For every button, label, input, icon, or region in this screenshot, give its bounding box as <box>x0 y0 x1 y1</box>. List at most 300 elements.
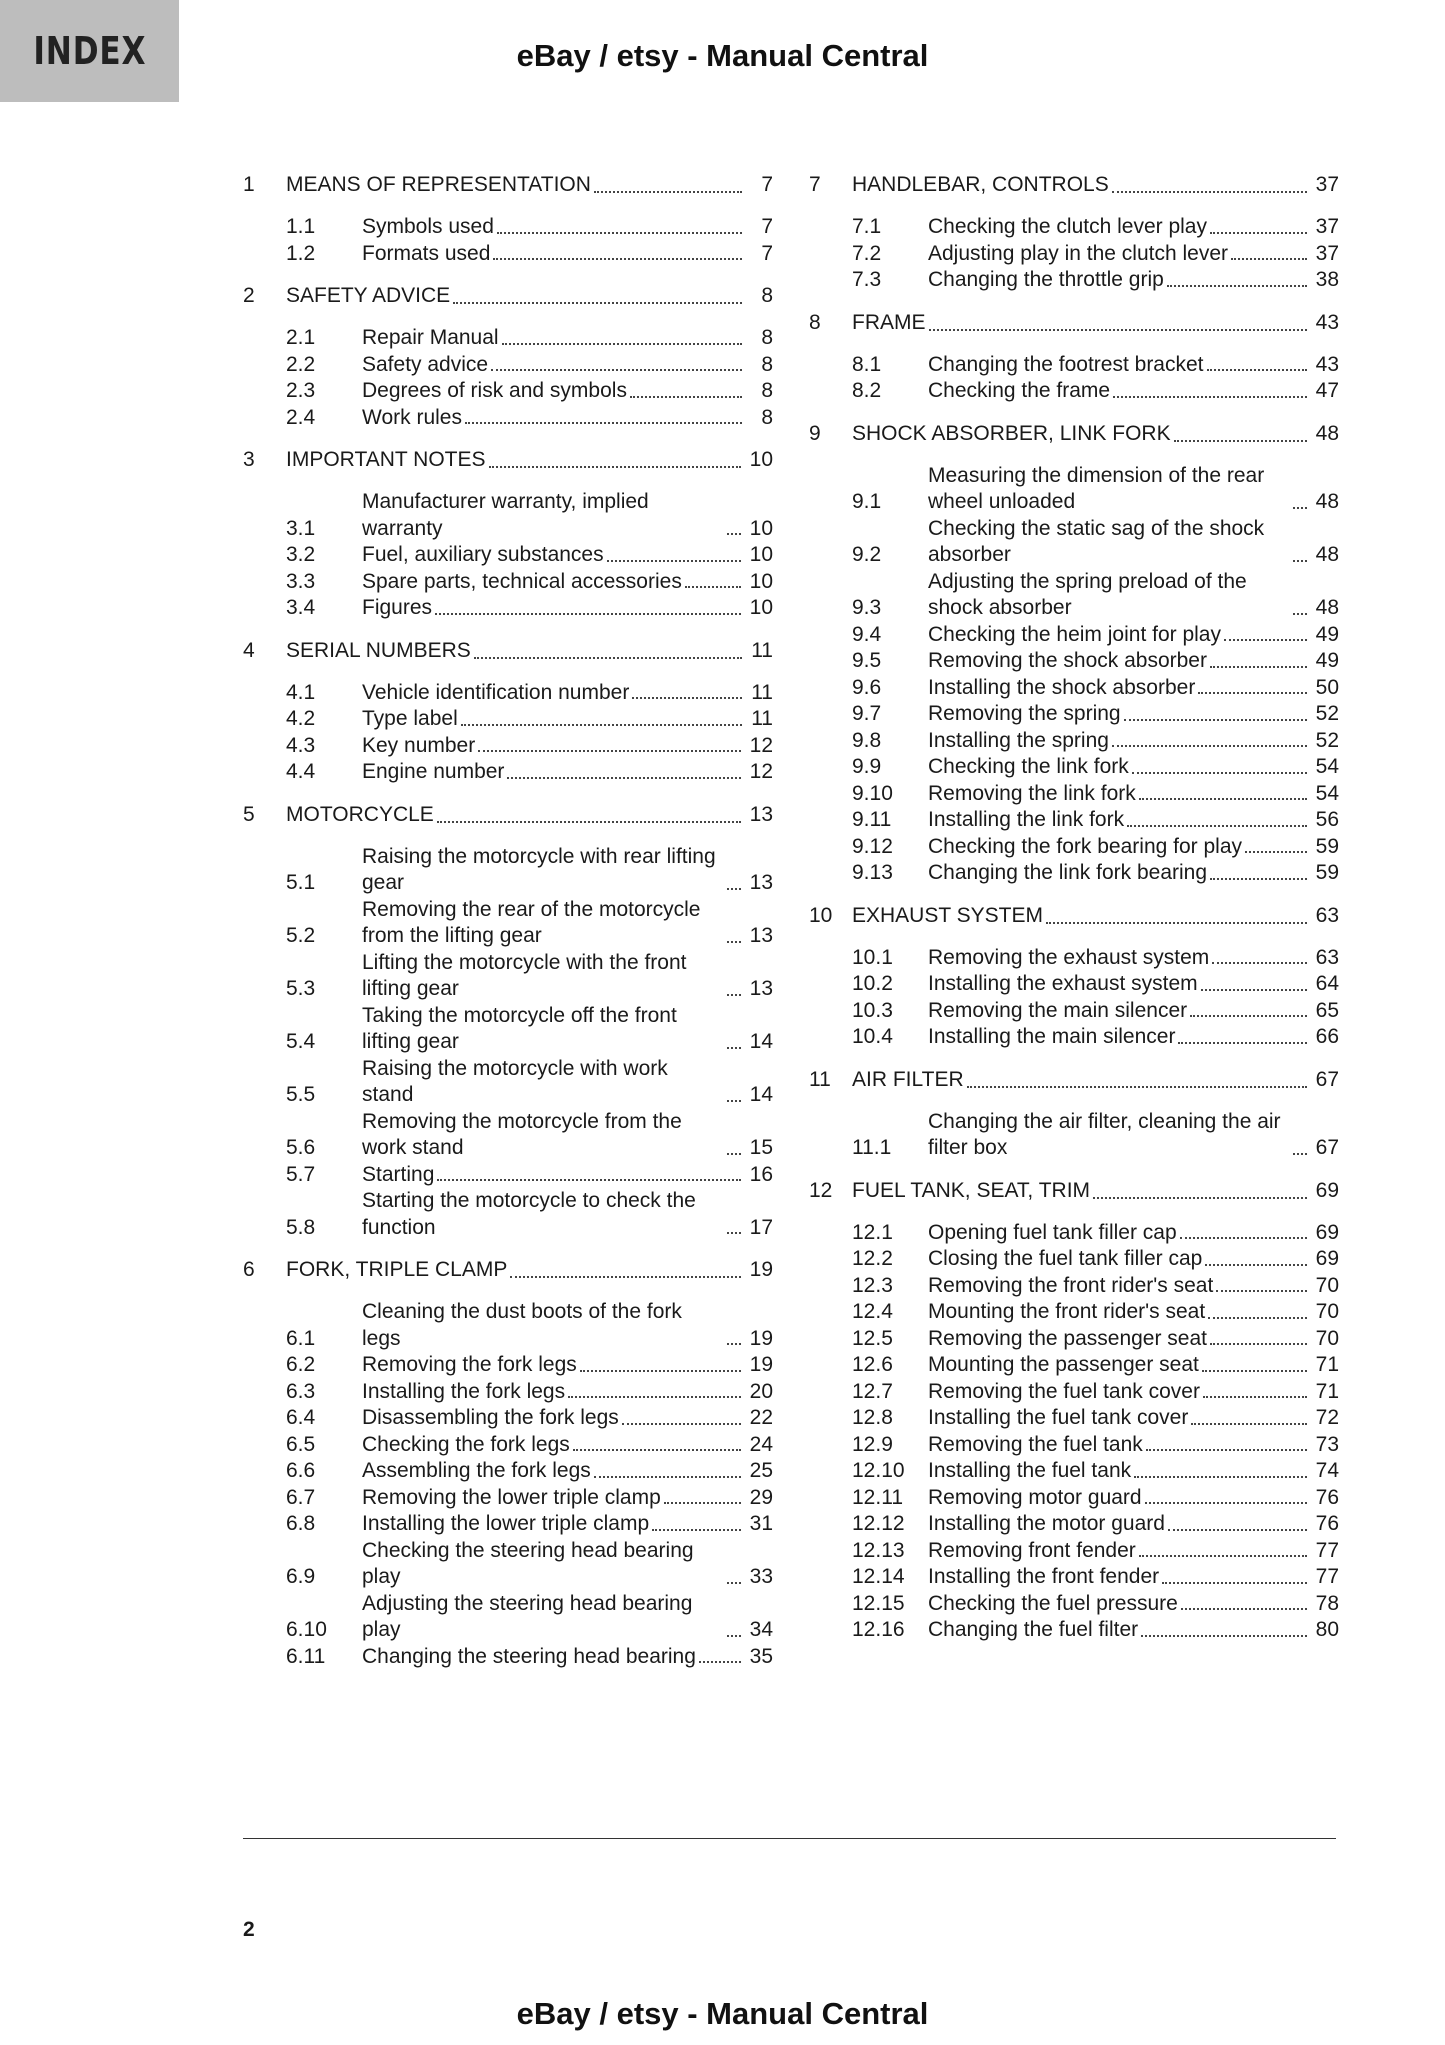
subsection-page: 24 <box>749 1432 773 1456</box>
subsection-number: 9.1 <box>852 490 882 513</box>
dot-leader <box>1146 1449 1307 1451</box>
subsection-page: 80 <box>1315 1618 1339 1641</box>
dot-leader <box>1168 1529 1307 1531</box>
subsection-entry[interactable] <box>852 516 1339 569</box>
subsection-title: Starting the motorcycle to check the function <box>362 1189 696 1239</box>
dot-leader <box>594 1476 741 1478</box>
subsection-entry[interactable] <box>852 1299 1339 1326</box>
subsection-title: Raising the motorcycle with work stand <box>362 1056 668 1106</box>
subsection-body <box>928 1617 1339 1644</box>
chapter-title: SHOCK ABSORBER, LINK FORK <box>852 421 1171 445</box>
subsection-entry[interactable] <box>852 1458 1339 1485</box>
subsection-page: 22 <box>749 1406 773 1429</box>
dot-leader <box>727 994 741 996</box>
subsection-entry[interactable] <box>286 352 773 379</box>
dot-leader <box>727 533 741 535</box>
dot-leader <box>474 657 742 659</box>
subsection-title: Changing the fuel filter <box>928 1618 1139 1641</box>
subsection-number: 9.4 <box>852 622 882 646</box>
subsection-entry[interactable] <box>286 897 773 950</box>
subsection-page: 12 <box>749 733 773 757</box>
subsection-body <box>928 1432 1339 1459</box>
subsection-page: 20 <box>749 1379 773 1403</box>
dot-leader <box>727 1153 741 1155</box>
dot-leader <box>1205 1264 1306 1266</box>
subsection-title: Removing the fuel tank <box>928 1432 1143 1456</box>
dot-leader <box>1224 639 1307 641</box>
chapter-body <box>852 1065 1339 1095</box>
subsection-entry[interactable] <box>286 1405 773 1432</box>
chapter-number: 5 <box>243 802 255 826</box>
subsection-number: 6.8 <box>286 1512 316 1535</box>
subsection-number: 12.6 <box>852 1353 893 1376</box>
dot-leader <box>437 1179 740 1181</box>
dot-leader <box>1178 1042 1306 1044</box>
subsection-title: Symbols used <box>362 215 494 238</box>
subsection-entry[interactable] <box>286 1511 773 1538</box>
dot-leader <box>1216 1290 1306 1292</box>
dot-leader <box>1201 989 1307 991</box>
chapter-entry[interactable] <box>243 800 773 830</box>
subsection-body <box>362 1591 773 1644</box>
subsection-entry[interactable] <box>852 1246 1339 1273</box>
subsection-page: 13 <box>749 977 773 1000</box>
subsection-number: 10.3 <box>852 998 893 1022</box>
subsection-title: Changing the steering head bearing <box>362 1644 696 1668</box>
dot-leader <box>632 697 742 699</box>
subsection-body <box>928 728 1339 755</box>
subsection-entry[interactable] <box>286 1003 773 1056</box>
dot-leader <box>573 1449 741 1451</box>
subsection-entry[interactable] <box>852 1591 1339 1618</box>
subsection-number: 5.2 <box>286 924 316 947</box>
subsection-body <box>362 595 773 622</box>
chapter-number: 10 <box>809 903 833 927</box>
subsection-entry[interactable] <box>286 595 773 622</box>
subsection-body <box>928 807 1339 834</box>
subsection-title: Checking the fork bearing for play <box>928 834 1243 858</box>
subsection-title: Opening fuel tank filler cap <box>928 1220 1177 1244</box>
subsection-page: 65 <box>1315 998 1339 1022</box>
subsection-title: Removing the passenger seat <box>928 1326 1207 1350</box>
subsection-body <box>362 325 773 352</box>
subsection-entry[interactable] <box>852 675 1339 702</box>
dot-leader <box>1207 369 1307 371</box>
dot-leader <box>1112 191 1307 193</box>
subsection-entry[interactable] <box>852 1273 1339 1300</box>
subsection-entry[interactable] <box>852 569 1339 622</box>
chapter-body <box>286 800 773 830</box>
subsection-page: 78 <box>1315 1591 1339 1615</box>
dot-leader <box>568 1396 741 1398</box>
subsection-entry[interactable] <box>286 489 773 542</box>
subsection-list <box>286 214 773 267</box>
subsection-title: Checking the link fork <box>928 755 1129 778</box>
subsection-entry[interactable] <box>286 214 773 241</box>
subsection-title: Removing the lower triple clamp <box>362 1485 661 1509</box>
chapter-entry[interactable] <box>809 1065 1339 1095</box>
subsection-body <box>362 1299 773 1352</box>
subsection-body <box>362 1485 773 1512</box>
subsection-entry[interactable] <box>286 1162 773 1189</box>
dot-leader <box>580 1370 741 1372</box>
subsection-entry[interactable] <box>852 1538 1339 1565</box>
subsection-entry[interactable] <box>852 1326 1339 1353</box>
chapter-body <box>286 1255 773 1285</box>
subsection-entry[interactable] <box>852 1511 1339 1538</box>
subsection-entry[interactable] <box>852 267 1339 294</box>
dot-leader <box>1202 1370 1307 1372</box>
subsection-body <box>362 759 773 786</box>
subsection-body <box>362 1405 773 1432</box>
subsection-entry[interactable] <box>852 860 1339 887</box>
subsection-entry[interactable] <box>852 1220 1339 1247</box>
subsection-entry[interactable] <box>286 844 773 897</box>
dot-leader <box>1113 396 1307 398</box>
dot-leader <box>1132 772 1307 774</box>
subsection-title: Safety advice <box>362 352 489 376</box>
dot-leader <box>699 1661 741 1663</box>
subsection-entry[interactable] <box>852 1405 1339 1432</box>
subsection-entry[interactable] <box>286 950 773 1003</box>
subsection-body <box>928 648 1339 675</box>
subsection-entry[interactable] <box>852 781 1339 808</box>
chapter-page: 11 <box>751 638 773 662</box>
chapter-number: 8 <box>809 310 821 334</box>
dot-leader <box>1191 1423 1306 1425</box>
subsection-entry[interactable] <box>852 728 1339 755</box>
subsection-title: Removing the front rider's seat <box>928 1273 1214 1297</box>
subsection-entry[interactable] <box>286 1299 773 1352</box>
subsection-page: 63 <box>1315 945 1339 969</box>
subsection-number: 9.5 <box>852 649 882 672</box>
chapter-page: 67 <box>1315 1067 1339 1091</box>
subsection-entry[interactable] <box>852 1485 1339 1512</box>
subsection-body <box>928 860 1339 887</box>
subsection-entry[interactable] <box>852 463 1339 516</box>
subsection-body <box>928 1352 1339 1379</box>
dot-leader <box>685 586 741 588</box>
subsection-body <box>928 352 1339 379</box>
subsection-title: Adjusting the spring preload of the shock absorber <box>928 569 1247 619</box>
subsection-entry[interactable] <box>286 1056 773 1109</box>
subsection-number: 5.8 <box>286 1215 316 1239</box>
subsection-entry[interactable] <box>286 405 773 432</box>
subsection-number: 6.4 <box>286 1406 316 1429</box>
subsection-entry[interactable] <box>286 542 773 569</box>
subsection-entry[interactable] <box>852 378 1339 405</box>
chapter-page: 13 <box>749 802 773 826</box>
subsection-body <box>928 971 1339 998</box>
subsection-title: Installing the exhaust system <box>928 972 1198 995</box>
subsection-body <box>928 1326 1339 1353</box>
toc-column-left <box>243 170 773 1684</box>
subsection-number: 5.5 <box>286 1083 316 1106</box>
subsection-number: 12.13 <box>852 1538 905 1562</box>
dot-leader <box>453 302 742 304</box>
subsection-entry[interactable] <box>852 1109 1339 1162</box>
dot-leader <box>491 369 742 371</box>
subsection-entry[interactable] <box>852 352 1339 379</box>
subsection-body <box>362 950 773 1003</box>
subsection-page: 10 <box>749 569 773 593</box>
subsection-page: 77 <box>1315 1565 1339 1588</box>
subsection-page: 69 <box>1315 1247 1339 1270</box>
chapter-entry[interactable] <box>243 170 773 200</box>
subsection-entry[interactable] <box>286 1458 773 1485</box>
subsection-entry[interactable] <box>852 1024 1339 1051</box>
subsection-title: Mounting the front rider's seat <box>928 1300 1206 1323</box>
subsection-number: 5.3 <box>286 977 316 1000</box>
subsection-page: 64 <box>1315 972 1339 995</box>
subsection-entry[interactable] <box>286 1644 773 1671</box>
subsection-number: 6.3 <box>286 1379 316 1403</box>
dot-leader <box>493 258 742 260</box>
subsection-page: 19 <box>749 1326 773 1350</box>
chapter-page: 7 <box>761 173 773 196</box>
subsection-entry[interactable] <box>852 945 1339 972</box>
dot-leader <box>1203 1396 1307 1398</box>
dot-leader <box>1141 1635 1307 1637</box>
subsection-page: 33 <box>749 1565 773 1588</box>
subsection-page: 19 <box>749 1353 773 1376</box>
subsection-number: 9.6 <box>852 675 882 699</box>
dot-leader <box>1145 1502 1307 1504</box>
subsection-title: Installing the shock absorber <box>928 675 1196 699</box>
dot-leader <box>664 1502 741 1504</box>
subsection-title: Disassembling the fork legs <box>362 1406 619 1429</box>
dot-leader <box>1210 232 1307 234</box>
dot-leader <box>607 560 741 562</box>
chapter-title: FORK, TRIPLE CLAMP <box>286 1258 508 1281</box>
subsection-body <box>362 1511 773 1538</box>
subsection-body <box>362 1644 773 1671</box>
chapter-title: HANDLEBAR, CONTROLS <box>852 173 1109 196</box>
chapter-page: 48 <box>1315 421 1339 445</box>
chapter-body <box>286 170 773 200</box>
subsection-entry[interactable] <box>852 622 1339 649</box>
subsection-entry[interactable] <box>852 971 1339 998</box>
chapter-title: SERIAL NUMBERS <box>286 638 471 662</box>
subsection-page: 56 <box>1315 808 1339 831</box>
subsection-title: Removing the rear of the motorcycle from the lifting gear <box>362 897 701 947</box>
subsection-number: 12.10 <box>852 1459 905 1482</box>
subsection-title: Installing the motor guard <box>928 1512 1165 1535</box>
subsection-page: 37 <box>1315 215 1339 238</box>
subsection-entry[interactable] <box>286 1432 773 1459</box>
subsection-entry[interactable] <box>852 1432 1339 1459</box>
subsection-list <box>852 1109 1339 1162</box>
subsection-number: 9.10 <box>852 781 893 805</box>
subsection-list <box>286 489 773 622</box>
dot-leader <box>1139 1555 1307 1557</box>
subsection-title: Removing motor guard <box>928 1485 1142 1509</box>
subsection-entry[interactable] <box>852 834 1339 861</box>
subsection-body <box>928 754 1339 781</box>
dot-leader <box>1112 745 1307 747</box>
subsection-list <box>852 214 1339 294</box>
subsection-body <box>928 622 1339 649</box>
chapter-title: SAFETY ADVICE <box>286 284 451 307</box>
subsection-number: 12.1 <box>852 1220 893 1244</box>
chapter-title: AIR FILTER <box>852 1067 964 1091</box>
subsection-list <box>286 325 773 431</box>
subsection-body <box>928 675 1339 702</box>
subsection-page: 66 <box>1315 1025 1339 1048</box>
subsection-title: Checking the fuel pressure <box>928 1591 1178 1615</box>
subsection-body <box>928 1458 1339 1485</box>
chapter-page: 43 <box>1315 310 1339 334</box>
subsection-page: 52 <box>1315 728 1339 752</box>
chapter-number: 6 <box>243 1258 255 1281</box>
subsection-title: Removing the fork legs <box>362 1353 577 1376</box>
subsection-body <box>362 569 773 596</box>
subsection-body <box>928 1379 1339 1406</box>
subsection-entry[interactable] <box>852 1379 1339 1406</box>
subsection-page: 70 <box>1315 1273 1339 1297</box>
subsection-entry[interactable] <box>286 1485 773 1512</box>
dot-leader <box>1210 666 1307 668</box>
subsection-entry[interactable] <box>852 807 1339 834</box>
subsection-title: Installing the lower triple clamp <box>362 1512 650 1535</box>
subsection-title: Removing the exhaust system <box>928 945 1210 969</box>
subsection-body <box>362 897 773 950</box>
subsection-page: 48 <box>1315 490 1339 513</box>
subsection-page: 73 <box>1315 1432 1339 1456</box>
chapter-entry[interactable] <box>243 445 773 475</box>
subsection-entry[interactable] <box>852 1352 1339 1379</box>
subsection-page: 48 <box>1315 543 1339 566</box>
subsection-title: Changing the footrest bracket <box>928 352 1204 376</box>
subsection-title: Work rules <box>362 405 462 429</box>
subsection-entry[interactable] <box>286 569 773 596</box>
subsection-body <box>928 1220 1339 1247</box>
subsection-entry[interactable] <box>286 1591 773 1644</box>
subsection-page: 50 <box>1315 675 1339 699</box>
subsection-number: 12.15 <box>852 1591 905 1615</box>
subsection-title: Changing the air filter, cleaning the air filter box <box>928 1109 1281 1159</box>
chapter-number: 1 <box>243 173 255 196</box>
subsection-title: Vehicle identification number <box>362 680 630 704</box>
subsection-entry[interactable] <box>286 1109 773 1162</box>
subsection-entry[interactable] <box>286 1188 773 1241</box>
dot-leader <box>1174 440 1307 442</box>
subsection-entry[interactable] <box>852 998 1339 1025</box>
subsection-number: 10.4 <box>852 1025 893 1048</box>
subsection-list <box>286 1299 773 1670</box>
subsection-number: 12.11 <box>852 1485 903 1509</box>
subsection-number: 6.11 <box>286 1644 326 1668</box>
chapter-entry[interactable] <box>243 1255 773 1285</box>
subsection-entry[interactable] <box>286 378 773 405</box>
subsection-entry[interactable] <box>852 701 1339 728</box>
subsection-page: 15 <box>749 1136 773 1159</box>
subsection-title: Manufacturer warranty, implied warranty <box>362 490 649 540</box>
subsection-number: 12.5 <box>852 1326 893 1350</box>
subsection-title: Formats used <box>362 241 491 265</box>
subsection-number: 5.7 <box>286 1162 316 1186</box>
dot-leader <box>1134 1476 1307 1478</box>
subsection-page: 70 <box>1315 1326 1339 1350</box>
subsection-entry[interactable] <box>852 241 1339 268</box>
subsection-title: Checking the fork legs <box>362 1432 570 1456</box>
dot-leader <box>727 941 741 943</box>
subsection-entry[interactable] <box>286 680 773 707</box>
subsection-page: 48 <box>1315 596 1339 619</box>
dot-leader <box>727 1047 741 1049</box>
chapter-entry[interactable] <box>243 636 773 666</box>
subsection-title: Installing the front fender <box>928 1565 1160 1588</box>
subsection-title: Changing the link fork bearing <box>928 861 1208 884</box>
chapter-entry[interactable] <box>809 901 1339 931</box>
subsection-entry[interactable] <box>286 241 773 268</box>
subsection-entry[interactable] <box>852 1564 1339 1591</box>
chapter-entry[interactable] <box>809 308 1339 338</box>
subsection-entry[interactable] <box>286 1379 773 1406</box>
subsection-number: 7.1 <box>852 215 882 238</box>
dot-leader <box>967 1086 1307 1088</box>
dot-leader <box>594 191 742 193</box>
subsection-title: Measuring the dimension of the rear wheel unloaded <box>928 463 1265 513</box>
chapter-entry[interactable] <box>809 170 1339 200</box>
subsection-list <box>852 463 1339 887</box>
subsection-title: Checking the heim joint for play <box>928 622 1221 646</box>
dot-leader <box>1180 1237 1307 1239</box>
subsection-entry[interactable] <box>286 733 773 760</box>
subsection-title: Removing the motorcycle from the work stand <box>362 1109 682 1159</box>
subsection-number: 12.2 <box>852 1247 893 1270</box>
subsection-entry[interactable] <box>852 648 1339 675</box>
subsection-title: Raising the motorcycle with rear lifting gear <box>362 844 716 894</box>
dot-leader <box>1293 560 1307 562</box>
subsection-page: 49 <box>1315 622 1339 646</box>
subsection-entry[interactable] <box>286 706 773 733</box>
subsection-entry[interactable] <box>286 1538 773 1591</box>
subsection-number: 4.3 <box>286 733 316 757</box>
subsection-number: 4.2 <box>286 707 316 730</box>
chapter-entry[interactable] <box>243 281 773 311</box>
page-number: 2 <box>243 1918 255 1941</box>
subsection-page: 7 <box>761 241 773 265</box>
chapter-entry[interactable] <box>809 419 1339 449</box>
subsection-number: 2.3 <box>286 379 316 402</box>
subsection-body <box>928 569 1339 622</box>
chapter-number: 3 <box>243 448 255 471</box>
subsection-entry[interactable] <box>852 754 1339 781</box>
subsection-title: Fuel, auxiliary substances <box>362 543 604 566</box>
subsection-number: 9.11 <box>852 808 892 831</box>
subsection-entry[interactable] <box>286 759 773 786</box>
subsection-number: 6.6 <box>286 1459 316 1482</box>
subsection-page: 10 <box>749 543 773 566</box>
subsection-number: 12.9 <box>852 1432 893 1456</box>
subsection-title: Adjusting play in the clutch lever <box>928 241 1228 265</box>
subsection-entry[interactable] <box>852 1617 1339 1644</box>
subsection-entry[interactable] <box>852 214 1339 241</box>
dot-leader <box>1245 851 1307 853</box>
dot-leader <box>489 466 741 468</box>
chapter-entry[interactable] <box>809 1176 1339 1206</box>
subsection-page: 43 <box>1315 352 1339 376</box>
subsection-entry[interactable] <box>286 325 773 352</box>
subsection-body <box>928 516 1339 569</box>
subsection-body <box>362 1162 773 1189</box>
index-tab-label: INDEX <box>33 29 146 73</box>
subsection-body <box>362 844 773 897</box>
dot-leader <box>502 343 742 345</box>
subsection-entry[interactable] <box>286 1352 773 1379</box>
subsection-body <box>362 241 773 268</box>
